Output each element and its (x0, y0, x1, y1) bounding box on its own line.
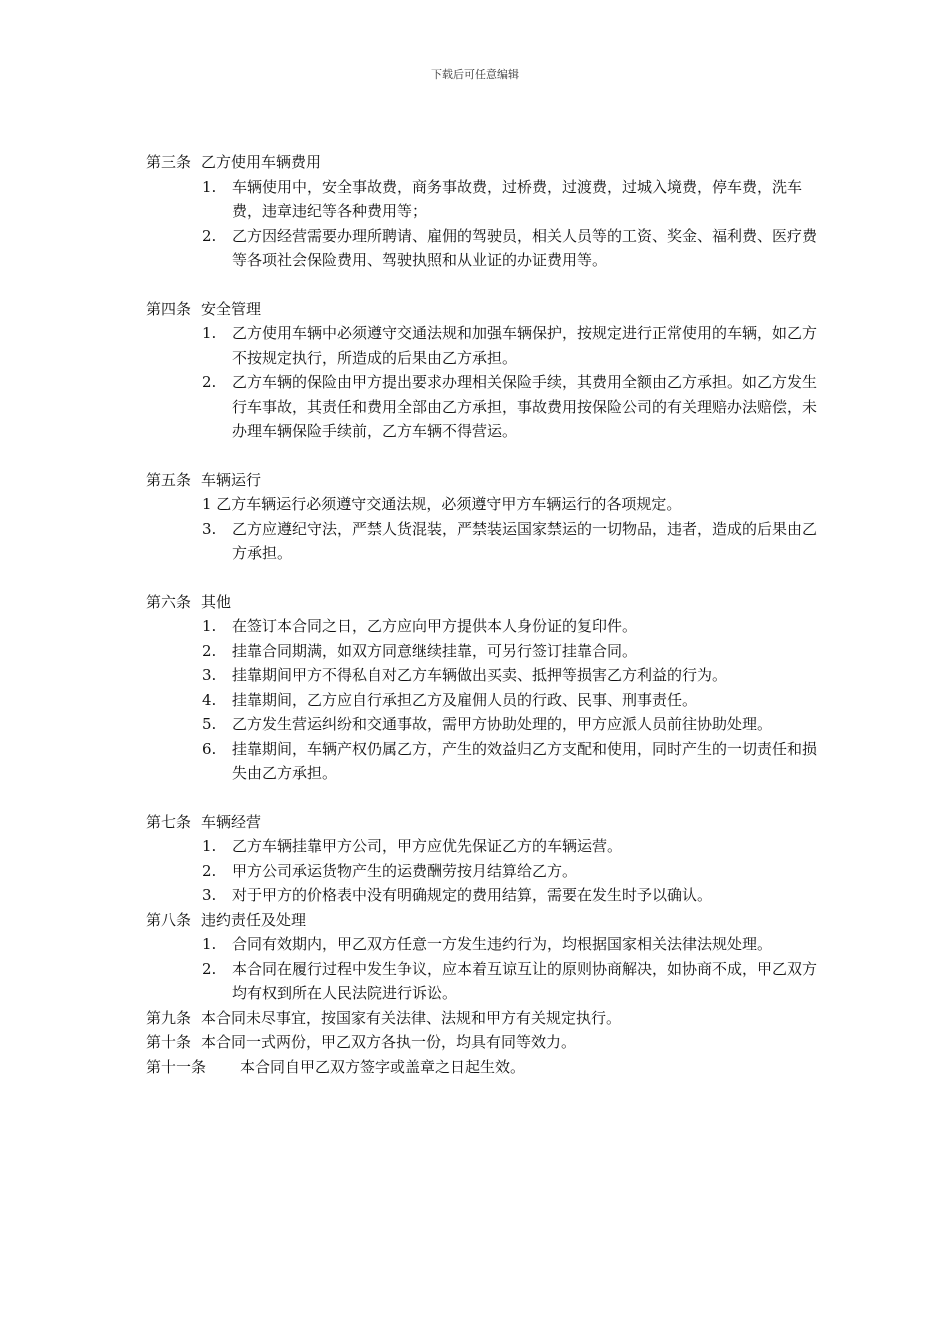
item-text: 挂靠期间甲方不得私自对乙方车辆做出买卖、抵押等损害乙方利益的行为。 (232, 666, 728, 684)
article-11-heading (146, 1055, 826, 1080)
article-number: 第十条 (146, 1033, 192, 1051)
spacer (146, 444, 826, 468)
item-text: 合同有效期内，甲乙双方任意一方发生违约行为，均根据国家相关法律法规处理。 (232, 935, 773, 953)
article-3-list (146, 175, 826, 273)
document-body (146, 150, 826, 1079)
item-number: 3. (202, 666, 217, 684)
article-number: 第十一条 (146, 1057, 207, 1076)
list-item (146, 688, 826, 713)
list-item (146, 859, 826, 884)
list-item (146, 834, 826, 859)
item-number: 1. (202, 837, 217, 855)
item-text: 乙方车辆挂靠甲方公司，甲方应优先保证乙方的车辆运营。 (232, 837, 623, 855)
article-7-heading (146, 810, 826, 835)
article-number: 第七条 (146, 812, 192, 831)
article-7-list (146, 834, 826, 908)
item-number: 2. (202, 959, 217, 978)
item-number: 2. (202, 861, 217, 880)
article-8-heading (146, 908, 826, 933)
article-4-heading (146, 297, 826, 322)
item-number: 6. (202, 739, 217, 758)
item-text: 在签订本合同之日，乙方应向甲方提供本人身份证的复印件。 (232, 617, 638, 635)
article-number: 第九条 (146, 1008, 192, 1027)
item-number: 1. (202, 617, 217, 635)
article-title: 车辆运行 (201, 470, 262, 489)
plain-list-item: 1 乙方车辆运行必须遵守交通法规，必须遵守甲方车辆运行的各项规定。 (202, 495, 682, 513)
article-6-heading (146, 590, 826, 615)
article-number: 第三条 (146, 153, 192, 171)
item-text: 乙方应遵纪守法，严禁人货混装，严禁装运国家禁运的一切物品，违者，造成的后果由乙方承担。 (232, 519, 818, 562)
list-item (146, 712, 826, 737)
item-number: 3. (202, 519, 217, 538)
item-number: 1. (202, 324, 217, 342)
item-text: 车辆使用中，安全事故费，商务事故费，过桥费，过渡费，过城入境费，停车费，洗车费，违章违纪等各种费用等； (232, 177, 803, 220)
article-title: 其他 (201, 592, 232, 611)
list-item (146, 663, 826, 688)
article-title: 本合同一式两份，甲乙双方各执一份，均具有同等效力。 (201, 1033, 577, 1051)
spacer (146, 786, 826, 810)
item-text: 挂靠合同期满，如双方同意继续挂靠，可另行签订挂靠合同。 (232, 641, 638, 660)
spacer (146, 566, 826, 590)
item-text: 挂靠期间，车辆产权仍属乙方，产生的效益归乙方支配和使用，同时产生的一切责任和损失由乙方承担。 (232, 739, 818, 782)
page-header: 下载后可任意编辑 (431, 68, 519, 81)
list-item (146, 639, 826, 664)
item-number: 2. (202, 226, 217, 245)
item-text: 对于甲方的价格表中没有明确规定的费用结算，需要在发生时予以确认。 (232, 886, 713, 904)
item-number: 1. (202, 935, 217, 953)
article-title: 本合同未尽事宜，按国家有关法律、法规和甲方有关规定执行。 (201, 1008, 622, 1027)
article-title: 本合同自甲乙双方签字或盖章之日起生效。 (240, 1057, 526, 1076)
list-item (146, 614, 826, 639)
list-item (146, 737, 826, 786)
list-item (146, 175, 826, 224)
article-title: 安全管理 (201, 299, 262, 318)
item-number: 1. (202, 177, 217, 196)
item-text: 乙方发生营运纠纷和交通事故，需甲方协助处理的，甲方应派人员前往协助处理。 (232, 715, 773, 733)
item-number: 2. (202, 373, 217, 391)
article-4-list (146, 321, 826, 444)
list-item (146, 321, 826, 370)
list-item (146, 224, 826, 273)
item-text: 甲方公司承运货物产生的运费酬劳按月结算给乙方。 (232, 861, 578, 880)
item-text: 本合同在履行过程中发生争议，应本着互谅互让的原则协商解决，如协商不成，甲乙双方均有权到所在人民法院进行诉讼。 (232, 959, 818, 1002)
article-5-heading (146, 468, 826, 493)
item-text: 乙方因经营需要办理所聘请、雇佣的驾驶员，相关人员等的工资、奖金、福利费、医疗费等各项社会保险费用、驾驶执照和从业证的办证费用等。 (232, 226, 818, 269)
list-item (146, 932, 826, 957)
item-text: 乙方车辆的保险由甲方提出要求办理相关保险手续，其费用全额由乙方承担。如乙方发生行车事故，其责任和费用全部由乙方承担，事故费用按保险公司的有关理赔办法赔偿，未办理车辆保险手续前，乙方车辆不得营运。 (232, 373, 818, 440)
article-8-list (146, 932, 826, 1006)
item-number: 2. (202, 641, 217, 660)
item-number: 4. (202, 690, 217, 709)
article-5-list (146, 517, 826, 566)
article-9-heading (146, 1006, 826, 1031)
article-title: 乙方使用车辆费用 (201, 153, 322, 171)
spacer (146, 273, 826, 297)
article-number: 第八条 (146, 910, 192, 929)
item-text: 乙方使用车辆中必须遵守交通法规和加强车辆保护，按规定进行正常使用的车辆，如乙方不按规定执行，所造成的后果由乙方承担。 (232, 324, 818, 367)
article-6-list (146, 614, 826, 786)
article-title: 车辆经营 (201, 812, 262, 831)
list-item (146, 370, 826, 444)
article-number: 第六条 (146, 592, 192, 611)
article-number: 第四条 (146, 299, 192, 318)
item-number: 3. (202, 886, 217, 904)
article-number: 第五条 (146, 470, 192, 489)
list-item (146, 883, 826, 908)
article-title: 违约责任及处理 (201, 910, 307, 929)
list-item (146, 957, 826, 1006)
article-10-heading (146, 1030, 826, 1055)
list-item (146, 517, 826, 566)
item-number: 5. (202, 715, 217, 733)
item-text: 挂靠期间，乙方应自行承担乙方及雇佣人员的行政、民事、刑事责任。 (232, 690, 698, 709)
article-3-heading (146, 150, 826, 175)
